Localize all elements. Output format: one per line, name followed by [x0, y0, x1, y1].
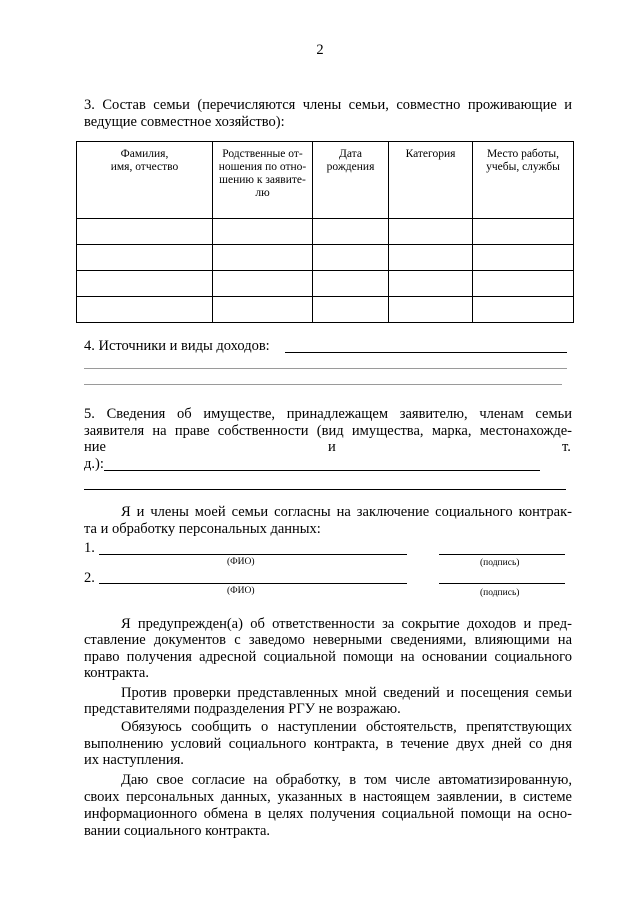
page-number: 2 — [316, 42, 324, 58]
table-cell[interactable] — [313, 245, 389, 271]
warning-text-3: право получения адресной социальной помощи на основании социального — [84, 649, 572, 665]
property-text-3c: т. — [562, 439, 571, 455]
obligation-text-2: выполнению условий социального контракта, в течение двух дней со дня — [84, 736, 572, 752]
table-row — [77, 271, 574, 297]
signature-2-line[interactable] — [439, 583, 565, 584]
signature-2-caption: (подпись) — [480, 588, 520, 598]
signature-1-number: 1. — [84, 540, 95, 556]
property-line-2[interactable] — [84, 489, 566, 490]
obligation-text-3: их наступления. — [84, 752, 184, 768]
table-cell[interactable] — [473, 245, 574, 271]
signature-1-line[interactable] — [439, 554, 565, 555]
table-cell[interactable] — [313, 271, 389, 297]
property-text-2: заявителя на праве собственности (вид имущества, марка, местонахожде- — [84, 423, 572, 439]
col-header-relation: Родственные от- ношения по отно- шению к заявите- лю — [213, 142, 313, 219]
income-sources-label: 4. Источники и виды доходов: — [84, 338, 270, 354]
property-line-1[interactable] — [104, 470, 540, 471]
table-cell[interactable] — [473, 271, 574, 297]
table-cell[interactable] — [473, 297, 574, 323]
warning-text-1: Я предупрежден(а) об ответственности за сокрытие доходов и пред- — [121, 616, 572, 632]
income-line-2[interactable] — [84, 368, 567, 369]
table-cell[interactable] — [313, 219, 389, 245]
data-consent-text-3: информационного обмена в целях получения социальной помощи на осно- — [84, 806, 572, 822]
property-text-3a: ние — [84, 439, 106, 455]
fio-1-caption: (ФИО) — [227, 557, 255, 567]
data-consent-text-2: своих персональных данных, указанных в настоящем заявлении, в системе — [84, 789, 572, 805]
table-cell[interactable] — [389, 219, 473, 245]
family-table — [76, 141, 574, 323]
fio-2-caption: (ФИО) — [227, 586, 255, 596]
income-line-1[interactable] — [285, 352, 567, 353]
fio-2-line[interactable] — [99, 583, 407, 584]
income-line-3[interactable] — [84, 384, 562, 385]
col-header-name: Фамилия, имя, отчество — [77, 142, 213, 219]
table-row — [77, 219, 574, 245]
warning-text-4: контракта. — [84, 665, 149, 681]
warning-text-2: ставление документов с заведомо неверными сведениями, влияющими на — [84, 632, 572, 648]
consent-text-2: та и обработку персональных данных: — [84, 521, 321, 537]
col-header-birthdate: Дата рождения — [313, 142, 389, 219]
col-header-workplace: Место работы, учебы, службы — [473, 142, 574, 219]
signature-1-caption: (подпись) — [480, 558, 520, 568]
table-cell[interactable] — [389, 271, 473, 297]
consent-text-1: Я и члены моей семьи согласны на заключение социального контрак- — [121, 504, 572, 520]
verification-text-2: представителями подразделения РГУ не возражаю. — [84, 701, 401, 717]
table-cell[interactable] — [77, 271, 213, 297]
property-text-4: д.): — [84, 456, 104, 472]
fio-1-line[interactable] — [99, 554, 407, 555]
table-row — [77, 297, 574, 323]
table-cell[interactable] — [77, 245, 213, 271]
section3-title-cont: ведущие совместное хозяйство): — [84, 114, 285, 130]
table-cell[interactable] — [77, 219, 213, 245]
table-cell[interactable] — [213, 271, 313, 297]
table-cell[interactable] — [389, 245, 473, 271]
table-row — [77, 245, 574, 271]
table-cell[interactable] — [389, 297, 473, 323]
obligation-text-1: Обязуюсь сообщить о наступлении обстоятельств, препятствующих — [121, 719, 572, 735]
col-header-category: Категория — [389, 142, 473, 219]
family-table-header — [77, 142, 574, 219]
table-cell[interactable] — [213, 297, 313, 323]
data-consent-text-4: вании социального контракта. — [84, 823, 271, 839]
property-text-3b: и — [328, 439, 336, 455]
table-cell[interactable] — [473, 219, 574, 245]
table-cell[interactable] — [313, 297, 389, 323]
table-cell[interactable] — [213, 219, 313, 245]
table-cell[interactable] — [213, 245, 313, 271]
section3-title: 3. Состав семьи (перечисляются члены семьи, совместно проживающие и — [84, 97, 572, 113]
signature-2-number: 2. — [84, 570, 95, 586]
property-text-1: 5. Сведения об имуществе, принадлежащем заявителю, членам семьи — [84, 406, 572, 422]
verification-text-1: Против проверки представленных мной сведений и посещения семьи — [121, 685, 572, 701]
data-consent-text-1: Даю свое согласие на обработку, в том числе автоматизированную, — [121, 772, 572, 788]
table-cell[interactable] — [77, 297, 213, 323]
